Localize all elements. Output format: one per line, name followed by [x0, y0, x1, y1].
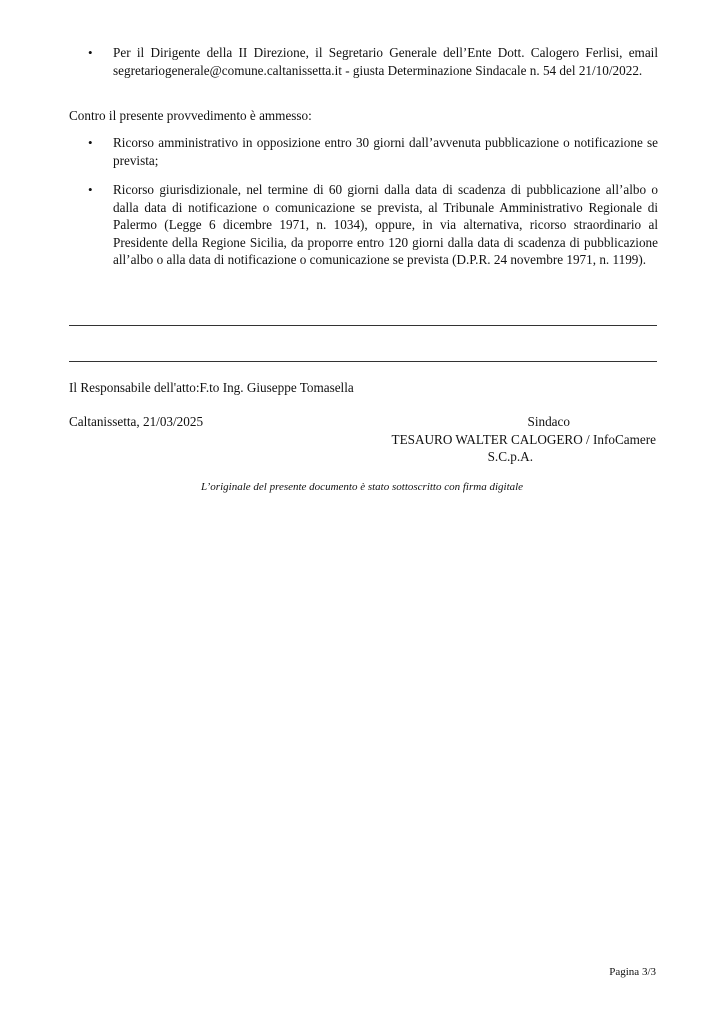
appeal-bullet-judicial: • Ricorso giurisdizionale, nel termine di 60 giorni dalla data di scadenza di pubblicazione all’albo o dalla data di notificazione o comunicazione se prevista, al Tribunale Amministrativo Regionale di Palermo (Legge 6 dicembre 1971, n. 1034), oppure, in via alternativa, ricorso straordinario al Presidente della Regione Sicilia, da proporre entro 120 giorni dalla data di scadenza di pubblicazione all’albo o alla data di notificazione o comunicazione se prevista (D.P.R. 24 novembre 1971, n. 1199).	[88, 181, 658, 269]
signer-block	[336, 413, 656, 466]
appeal-bullet-administrative: • Ricorso amministrativo in opposizione entro 30 giorni dall’avvenuta pubblicazione o notificazione se prevista;	[88, 134, 658, 169]
delegation-bullet-list	[88, 44, 658, 79]
appeal-intro: Contro il presente provvedimento è ammesso:	[69, 108, 312, 123]
delegation-bullet: • Per il Dirigente della II Direzione, il Segretario Generale dell’Ente Dott. Calogero Ferlisi, email segretariogenerale@comune.caltanissetta.it - giusta Determinazione Sindacale n. 54 del 21/10/2022.	[88, 44, 658, 79]
responsible-person: Il Responsabile dell'atto:F.to Ing. Giuseppe Tomasella	[69, 380, 354, 395]
page-number: Pagina 3/3	[609, 966, 656, 978]
separator-line-2	[69, 361, 657, 362]
signer-suffix: S.C.p.A.	[487, 449, 533, 464]
digital-signature-note: L’originale del presente documento è stato sottoscritto con firma digitale	[200, 481, 524, 493]
place-and-date: Caltanissetta, 21/03/2025	[69, 414, 204, 429]
appeal-bullet-list	[88, 134, 658, 269]
signer-name: TESAURO WALTER CALOGERO / InfoCamere	[391, 431, 656, 447]
separator-line-1	[69, 325, 657, 326]
signer-role: Sindaco	[527, 414, 570, 429]
